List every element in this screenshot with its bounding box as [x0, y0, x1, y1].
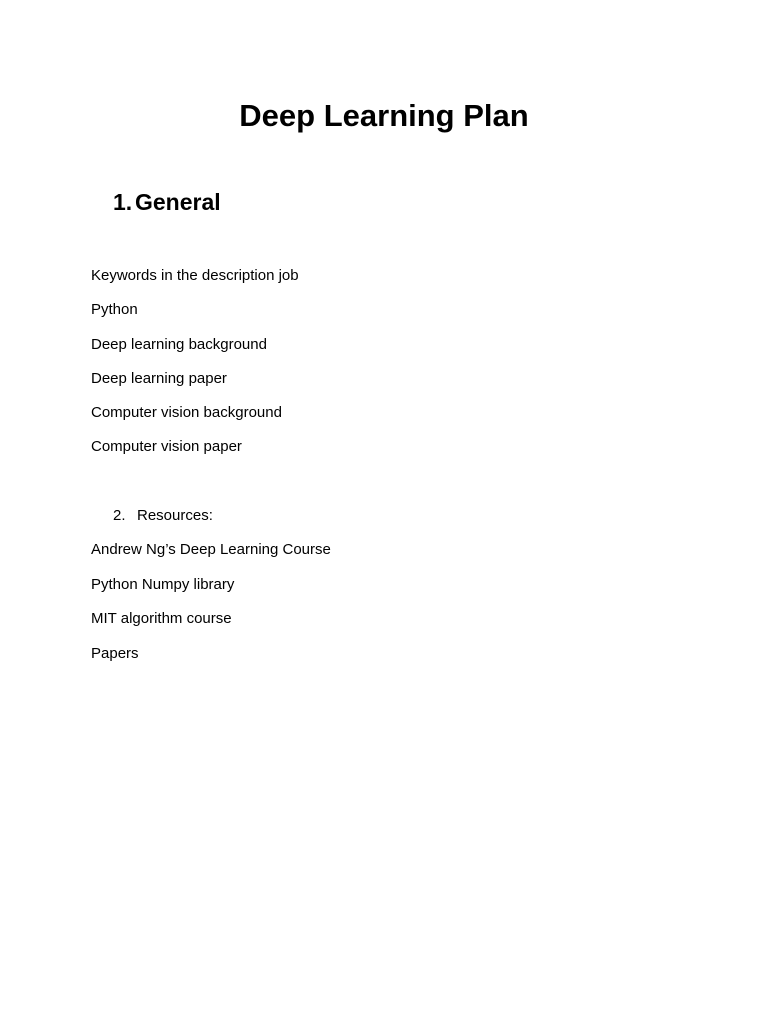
section-number: 2.: [113, 507, 126, 524]
list-item: Andrew Ng’s Deep Learning Course: [91, 541, 331, 558]
section-heading-resources: [113, 506, 213, 526]
list-item: Keywords in the description job: [91, 267, 299, 284]
section-number: 1.: [113, 189, 133, 215]
list-item: Computer vision background: [91, 404, 282, 422]
section-heading-general: [113, 186, 221, 218]
list-item: Python: [91, 301, 138, 319]
list-item: Papers: [91, 645, 139, 663]
list-item: Python Numpy library: [91, 575, 235, 593]
list-item: MIT algorithm course: [91, 610, 232, 628]
section-heading-label: General: [135, 189, 221, 215]
list-item: Deep learning paper: [91, 369, 227, 387]
section-heading-label: Resources:: [137, 507, 213, 524]
page-title: Deep Learning Plan: [239, 98, 529, 133]
list-item: Deep learning background: [91, 335, 267, 353]
list-item: Computer vision paper: [91, 438, 242, 456]
general-list: [91, 266, 299, 472]
resources-list: [91, 540, 331, 679]
